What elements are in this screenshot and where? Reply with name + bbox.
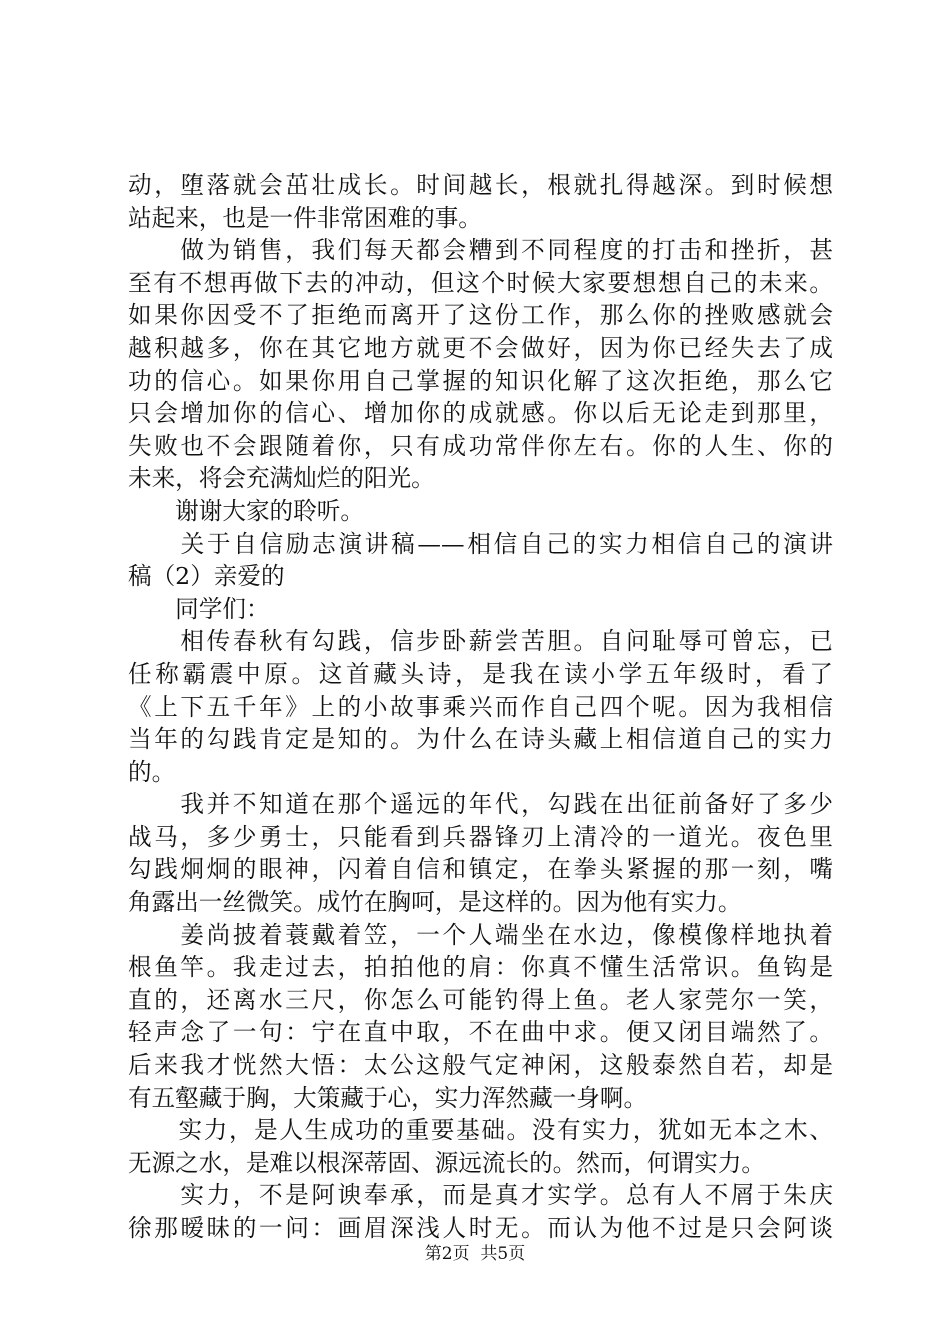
text-line: 战马，多少勇士，只能看到兵器锋刃上清冷的一道光。夜色里 <box>128 822 833 851</box>
text-line: 徐那暧昧的一问：画眉深浅人时无。而认为他不过是只会阿谈 <box>128 1214 833 1242</box>
text-line: 相传春秋有勾践，信步卧薪尝苦胆。自问耻辱可曾忘，已 <box>128 627 833 656</box>
text-line: 未来，将会充满灿烂的阳光。 <box>128 464 435 493</box>
text-line: 勾践炯炯的眼神，闪着自信和镇定，在拳头紧握的那一刻，嘴 <box>128 855 833 884</box>
text-line: 有五壑藏于胸，大策藏于心，实力浑然藏一身啊。 <box>128 1083 648 1112</box>
text-line: 根鱼竿。我走过去，拍拍他的肩：你真不懂生活常识。鱼钩是 <box>128 953 833 982</box>
text-line: 角露出一丝微笑。成竹在胸呵，是这样的。因为他有实力。 <box>128 888 742 917</box>
text-line: 的。 <box>128 757 176 786</box>
text-line: 失败也不会跟随着你，只有成功常伴你左右。你的人生、你的 <box>128 431 833 460</box>
text-line: 轻声念了一句：宁在直中取，不在曲中求。便又闭目端然了。 <box>128 1018 833 1047</box>
text-line: 谢谢大家的聆听。 <box>128 496 364 525</box>
text-line: 功的信心。如果你用自己掌握的知识化解了这次拒绝，那么它 <box>128 366 833 395</box>
page-number: 第2页 共5页 <box>424 1244 526 1264</box>
text-line: 实力，不是阿谀奉承，而是真才实学。总有人不屑于朱庆 <box>128 1181 833 1210</box>
text-line: 动，堕落就会茁壮成长。时间越长，根就扎得越深。到时候想 <box>128 171 833 199</box>
text-line: 关于自信励志演讲稿——相信自己的实力相信自己的演讲 <box>128 529 833 558</box>
text-line: 直的，还离水三尺，你怎么可能钓得上鱼。老人家莞尔一笑， <box>128 985 833 1014</box>
text-line: 做为销售，我们每天都会糟到不同程度的打击和挫折，甚 <box>128 236 833 265</box>
text-line: 后来我才恍然大悟：太公这般气定神闲，这般泰然自若，却是 <box>128 1051 833 1080</box>
text-line: 《上下五千年》上的小故事乘兴而作自己四个呢。因为我相信 <box>128 692 833 721</box>
text-line: 如果你因受不了拒绝而离开了这份工作，那么你的挫败感就会 <box>128 301 833 330</box>
text-line: 我并不知道在那个遥远的年代，勾践在出征前备好了多少 <box>128 790 833 819</box>
text-line: 只会增加你的信心、增加你的成就感。你以后无论走到那里， <box>128 399 833 428</box>
text-line: 无源之水，是难以根深蒂固、源远流长的。然而，何谓实力。 <box>128 1148 766 1177</box>
text-line: 任称霸震中原。这首藏头诗，是我在读小学五年级时，看了 <box>128 659 833 688</box>
text-line: 实力，是人生成功的重要基础。没有实力，犹如无本之木、 <box>128 1116 833 1145</box>
text-line: 当年的勾践肯定是知的。为什么在诗头藏上相信道自己的实力 <box>128 725 833 754</box>
text-line: 姜尚披着蓑戴着笠，一个人端坐在水边，像模像样地执着 <box>128 920 833 949</box>
text-line: 同学们： <box>128 594 270 623</box>
text-line: 稿（2）亲爱的 <box>128 562 285 591</box>
text-line: 站起来，也是一件非常困难的事。 <box>128 203 482 232</box>
body-text <box>128 169 833 1245</box>
text-line: 至有不想再做下去的冲动，但这个时候大家要想想自己的未来。 <box>128 268 833 297</box>
text-line: 越积越多，你在其它地方就更不会做好，因为你已经失去了成 <box>128 333 833 362</box>
page-footer <box>0 1242 950 1266</box>
